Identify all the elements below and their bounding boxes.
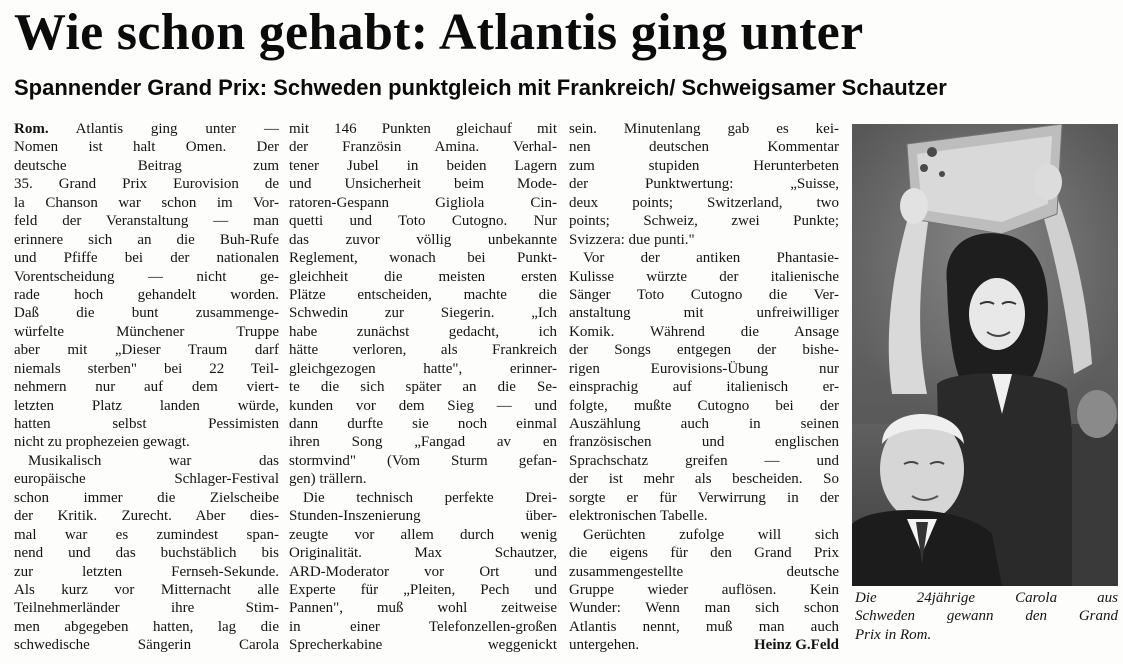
text-line: Reglement, wonach bei Punkt- [289,250,557,267]
text-line: 35. Grand Prix Eurovision de [14,176,279,193]
text-line: Rom. Atlantis ging unter — [14,121,279,137]
text-line: deutsche Beitrag zum [14,157,279,174]
text-line: erinnere sich an die Buh-Rufe [14,231,279,248]
text-line: Musikalisch war das [28,452,279,469]
caption-line: Schweden gewann den Grand [855,608,1118,625]
text-line: Komik. Während die Ansage [569,323,839,340]
text-line: nend und das buchstäblich bis [14,545,279,562]
text-line: hätte verloren, als Frankreich [289,342,557,359]
text-line: der ist mehr als bescheiden. So [569,471,839,488]
text-line: Experte für „Pleiten, Pech und [289,581,557,598]
text-line: zur letzten Fernseh-Sekunde. [14,563,279,580]
text-line: Kulisse würzte der italienische [569,268,839,285]
text-line: würfelte Münchener Truppe [14,323,279,340]
text-line: niemals sterben" bei 22 Teil- [14,360,279,377]
text-line: nehmern nur auf dem viert- [14,379,279,396]
text-line: nicht zu prophezeien gewagt. [14,434,190,451]
article-column-1 [14,120,279,655]
text-line: Svizzera: due punti." [569,231,695,248]
text-line: Teilnehmerländer ihre Stim- [14,600,279,617]
caption-line: Prix in Rom. [855,626,932,643]
text-line: Vor der antiken Phantasie- [583,250,839,267]
text-line: schwedische Sängerin Carola [14,637,279,654]
subheadline: Spannender Grand Prix: Schweden punktgleich mit Frankreich/ Schweigsamer Schautzer [14,75,947,100]
text-line: Sprachschatz greifen — und [569,452,839,469]
text-line: Auszählung auch in seinen [569,416,839,432]
text-line: in einer Telefonzellen-großen [289,618,557,635]
text-line: und Unsicherheit beim Mode- [289,176,557,193]
text-line: Plätze entscheiden, machte die [289,286,557,303]
text-line: kunden vor dem Sieg — und [289,397,557,414]
text-line: Als kurz vor Mitternacht alle [14,581,279,598]
text-line: stormvind" (Vom Sturm gefan- [289,452,557,469]
article-column-2 [289,120,557,655]
text-line: der Französin Amina. Verhal- [289,139,557,156]
text-line: sorgte er für Verwirrung in der [569,489,839,506]
text-line: aber mit „Dieser Traum darf [14,342,279,359]
text-line: Stunden-Inszenierung über- [289,508,557,525]
text-line: zum stupiden Herunterbeten [569,157,839,174]
text-line: rade hoch gehandelt worden. [14,286,279,303]
text-line: Originalität. Max Schautzer, [289,545,557,562]
text-line: einsprachig auf italienisch er- [569,379,839,396]
dateline: Rom. [14,121,49,137]
text-line: Vorentscheidung — nicht ge- [14,268,279,285]
text-line: europäische Schlager-Festival [14,471,279,488]
text-line: Nomen ist halt Omen. Der [14,139,279,156]
text-line: mit 146 Punkten gleichauf mit [289,121,557,137]
text-line: quetti und Toto Cutogno. Nur [289,213,557,230]
text-line: der Kritik. Zurecht. Aber dies- [14,508,279,525]
text-line: nen deutschen Kommentar [569,139,839,156]
text-line: Die technisch perfekte Drei- [303,489,557,506]
text-line: zusammengestellte deutsche [569,563,839,580]
text-line: habe zunächst gedacht, ich [289,323,557,340]
text-line: französischen und englischen [569,434,839,451]
text-line: Gerüchten zufolge will sich [583,526,839,543]
text-line: Atlantis nennt, muß man auch [569,618,839,635]
text-line: deux points; Switzerland, two [569,194,839,211]
text-line: anstaltung mit unfreiwilliger [569,305,839,322]
text-line: zeugte vor allem durch wenig [289,526,557,543]
text-line: ratoren-Gespann Gigliola Cin- [289,194,557,211]
text-line: untergehen. Heinz G.Feld [569,637,839,654]
text-line: der Punktwertung: „Suisse, [569,176,839,193]
caption-line: Die 24jährige Carola aus [855,590,1118,606]
text-line: das zuvor völlig unbekannte [289,231,557,248]
text-line: elektronischen Tabelle. [569,508,708,525]
text-line: mal war es zumindest span- [14,526,279,543]
text-line: Pannen", muß wohl zeitweise [289,600,557,617]
text-line: hatten selbst Pessimisten [14,416,279,432]
photo-of-singer-carola-holding-trophy [852,124,1118,586]
text-line: sein. Minutenlang gab es kei- [569,121,839,137]
text-line: gleichheit die meisten ersten [289,268,557,285]
text-line: die eigens für den Grand Prix [569,545,839,562]
text-line: la Chanson war schon im Vor- [14,194,279,211]
text-line: der Songs entgegen der bishe- [569,342,839,359]
text-line: men abgegeben hatten, lag die [14,618,279,635]
text-line: feld der Veranstaltung — man [14,213,279,230]
text-line: Daß die bunt zusammenge- [14,305,279,322]
text-line: rigen Eurovisions-Übung nur [569,360,839,377]
text-line: dann durfte sie noch einmal [289,416,557,432]
text-line: te die sich später an die Se- [289,379,557,396]
photo-image [852,124,1118,586]
text-line: schon immer die Zielscheibe [14,489,279,506]
text-line: und Pfiffe bei der nationalen [14,250,279,267]
text-line: Schwedin zur Siegerin. „Ich [289,305,557,322]
headline: Wie schon gehabt: Atlantis ging unter [14,4,864,61]
text-line: Gruppe wieder auflösen. Kein [569,581,839,598]
text-line: tener Jubel in beiden Lagern [289,157,557,174]
text-line: Wunder: Wenn man sich schon [569,600,839,617]
text-line: ARD-Moderator vor Ort und [289,563,557,580]
text-line: folgte, mußte Cutogno bei der [569,397,839,414]
photo-caption [855,589,1118,644]
text-line: points; Schweiz, zwei Punkte; [569,213,839,230]
text-line: Sprecherkabine weggenickt [289,637,557,654]
author-byline: Heinz G.Feld [754,637,839,654]
text-line: letzten Platz landen würde, [14,397,279,414]
text-line: Sänger Toto Cutogno die Ver- [569,286,839,303]
text-line: ihren Song „Fangad av en [289,434,557,451]
text-line: gleichgezogen hatte", erinner- [289,360,557,377]
text-line: gen) trällern. [289,471,367,488]
article-column-3 [569,120,839,655]
